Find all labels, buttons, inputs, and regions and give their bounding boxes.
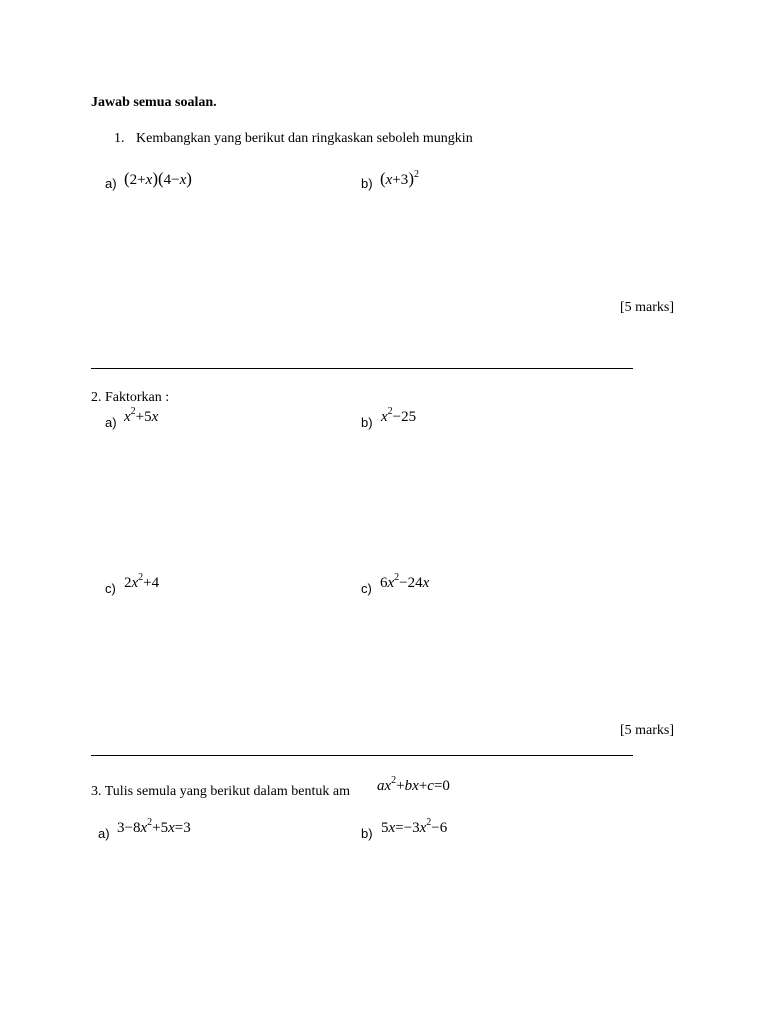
q2-b-expression: $x^2-25$ [381, 406, 417, 425]
q2-text: 2. Faktorkan : [91, 390, 170, 405]
q1-text: Kembangkan yang berikut dan ringkaskan seboleh mungkin [136, 131, 473, 146]
section-divider [91, 368, 633, 369]
q3-b-label: b) [361, 826, 373, 841]
q1-a-label: a) [105, 176, 117, 191]
q2-a-label: a) [105, 415, 117, 430]
q2-b-label: b) [361, 415, 373, 430]
q3-a-label: a) [98, 826, 110, 841]
q2-c-expression: $2x^2+4$ [124, 572, 160, 591]
q3-a-expression: $3-8x^2+5x=3$ [117, 817, 191, 836]
q3-text: 3. Tulis semula yang berikut dalam bentuk am [91, 784, 350, 799]
q1-b-label: b) [361, 176, 373, 191]
q2-c-label: c) [105, 581, 116, 596]
q2-d-label: c) [361, 581, 372, 596]
section-divider [91, 755, 633, 756]
q3-general-form: $ax^2+bx+c=0$ [377, 775, 450, 794]
q1-a-expression: (2+x)(4−x) [124, 169, 192, 188]
instruction: Jawab semua soalan. [91, 95, 217, 110]
q2-marks: [5 marks] [620, 723, 675, 738]
q2-a-expression: $x^2+5x$ [124, 406, 159, 425]
q1-b-expression: $(x+3)^2$ [380, 169, 419, 188]
q1-marks: [5 marks] [620, 300, 675, 315]
q1-number: 1. [114, 131, 125, 146]
q3-b-expression: $5x=-3x^2-6$ [381, 817, 448, 836]
q2-d-expression: $6x^2-24x$ [380, 572, 430, 591]
